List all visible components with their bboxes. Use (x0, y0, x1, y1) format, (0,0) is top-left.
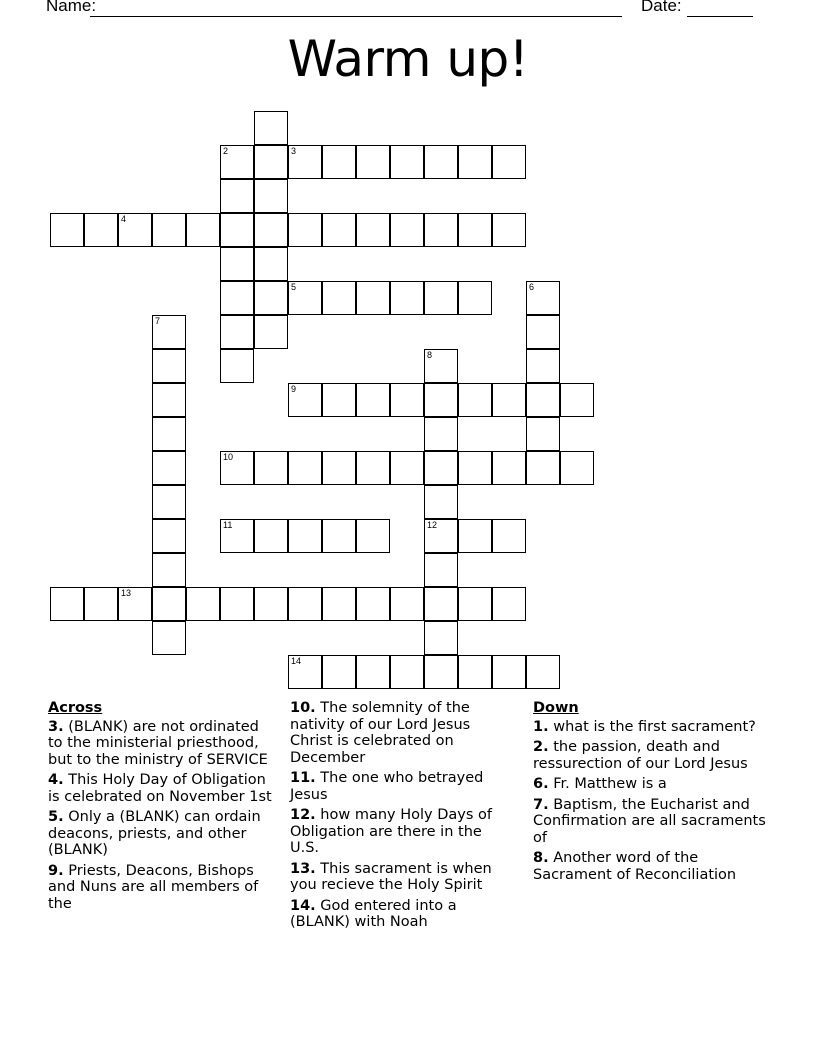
grid-cell[interactable] (288, 281, 322, 315)
clue-number-label: 12 (427, 520, 438, 530)
grid-cell[interactable] (390, 145, 424, 179)
clue-number-label: 14 (291, 656, 302, 666)
grid-cell[interactable] (492, 655, 526, 689)
clue-text: God entered into a (BLANK) with Noah (290, 897, 457, 930)
clue-down-6 (533, 776, 773, 793)
clue-number: 5. (48, 809, 64, 825)
grid-cell[interactable] (458, 213, 492, 247)
grid-cell[interactable] (254, 519, 288, 553)
clue-down-1 (533, 719, 773, 736)
clue-across-10 (290, 700, 515, 766)
grid-cell[interactable] (254, 179, 288, 213)
clue-number: 6. (533, 776, 549, 792)
clue-across-11 (290, 770, 515, 803)
grid-cell[interactable] (356, 213, 390, 247)
down-clues-column (533, 700, 773, 887)
clue-down-7 (533, 797, 773, 847)
grid-cell[interactable] (152, 485, 186, 519)
grid-cell[interactable] (220, 349, 254, 383)
grid-cell[interactable] (254, 451, 288, 485)
grid-cell[interactable] (424, 587, 458, 621)
grid-cell[interactable] (152, 553, 186, 587)
grid-cell[interactable] (424, 213, 458, 247)
grid-cell[interactable] (356, 587, 390, 621)
name-label: Name: (46, 0, 97, 15)
grid-cell[interactable] (390, 451, 424, 485)
grid-cell[interactable] (322, 213, 356, 247)
grid-cell[interactable] (254, 111, 288, 145)
grid-cell[interactable] (356, 451, 390, 485)
grid-cell[interactable] (492, 519, 526, 553)
grid-cell[interactable] (254, 247, 288, 281)
clue-number: 13. (290, 860, 316, 877)
grid-cell[interactable] (288, 451, 322, 485)
clue-text: This Holy Day of Obligation is celebrated on November 1st (48, 772, 272, 805)
grid-cell[interactable] (492, 451, 526, 485)
clue-text: Another word of the Sacrament of Reconciliation (533, 850, 737, 883)
clue-across-12 (290, 807, 515, 857)
clue-text: the passion, death and ressurection of our Lord Jesus (533, 739, 748, 772)
clue-number: 12. (290, 807, 316, 823)
clue-number: 3. (48, 718, 64, 735)
grid-cell[interactable] (288, 383, 322, 417)
grid-cell[interactable] (526, 451, 560, 485)
clue-number-label: 10 (223, 452, 234, 462)
grid-cell[interactable] (560, 383, 594, 417)
grid-cell[interactable] (254, 281, 288, 315)
across-clues-column-2 (290, 700, 515, 935)
grid-cell[interactable] (526, 383, 560, 417)
grid-cell[interactable] (424, 383, 458, 417)
clue-number: 2. (533, 739, 549, 755)
grid-cell[interactable] (322, 519, 356, 553)
grid-cell[interactable] (526, 349, 560, 383)
page-title: Warm up! (287, 30, 529, 88)
grid-cell[interactable] (152, 519, 186, 553)
grid-cell[interactable] (322, 281, 356, 315)
clue-number: 7. (533, 796, 549, 813)
clue-number: 8. (533, 850, 549, 866)
grid-cell[interactable] (220, 213, 254, 247)
grid-cell[interactable] (220, 247, 254, 281)
grid-cell[interactable] (288, 145, 322, 179)
grid-cell[interactable] (152, 587, 186, 621)
clue-number-label: 6 (529, 282, 535, 292)
grid-cell[interactable] (186, 213, 220, 247)
clue-text: This sacrament is when you recieve the Holy Spirit (290, 860, 492, 893)
clue-text: Only a (BLANK) can ordain deacons, priests, and other (BLANK) (48, 809, 261, 858)
grid-cell[interactable] (458, 587, 492, 621)
clue-across-14 (290, 898, 515, 931)
grid-cell[interactable] (424, 349, 458, 383)
grid-cell[interactable] (526, 655, 560, 689)
clue-across-9 (48, 863, 276, 913)
grid-cell[interactable] (254, 145, 288, 179)
grid-cell[interactable] (492, 587, 526, 621)
grid-cell[interactable] (152, 213, 186, 247)
grid-cell[interactable] (424, 621, 458, 655)
clue-number: 14. (290, 897, 316, 914)
clue-text: what is the first sacrament? (553, 718, 756, 735)
grid-cell[interactable] (322, 655, 356, 689)
grid-cell[interactable] (356, 383, 390, 417)
grid-cell[interactable] (492, 383, 526, 417)
across-clues-column-1 (48, 700, 276, 916)
grid-cell[interactable] (526, 315, 560, 349)
grid-cell[interactable] (424, 417, 458, 451)
grid-cell[interactable] (152, 315, 186, 349)
clue-number: 10. (290, 700, 316, 716)
down-heading: Down (533, 700, 579, 716)
clue-number: 1. (533, 718, 549, 735)
clue-text: Priests, Deacons, Bishops and Nuns are all members of the (48, 862, 259, 912)
clue-number-label: 7 (155, 316, 161, 326)
grid-cell[interactable] (424, 485, 458, 519)
grid-cell[interactable] (288, 213, 322, 247)
grid-cell[interactable] (152, 417, 186, 451)
grid-cell[interactable] (288, 655, 322, 689)
grid-cell[interactable] (560, 451, 594, 485)
grid-cell[interactable] (458, 519, 492, 553)
grid-cell[interactable] (152, 383, 186, 417)
clue-number: 4. (48, 772, 64, 788)
clue-number-label: 3 (291, 146, 297, 156)
grid-cell[interactable] (424, 553, 458, 587)
grid-cell[interactable] (526, 281, 560, 315)
grid-cell[interactable] (220, 281, 254, 315)
clue-number-label: 11 (223, 520, 233, 530)
clue-down-8 (533, 850, 773, 883)
grid-cell[interactable] (458, 451, 492, 485)
clue-text: The solemnity of the nativity of our Lord Jesus Christ is celebrated on December (290, 700, 471, 766)
grid-cell[interactable] (356, 281, 390, 315)
grid-cell[interactable] (288, 587, 322, 621)
grid-cell[interactable] (424, 145, 458, 179)
clue-number-label: 8 (427, 350, 433, 360)
grid-cell[interactable] (390, 281, 424, 315)
clue-text: Baptism, the Eucharist and Confirmation are all sacraments of (533, 796, 766, 846)
clue-number-label: 4 (121, 214, 127, 224)
grid-cell[interactable] (254, 213, 288, 247)
grid-cell[interactable] (254, 315, 288, 349)
grid-cell[interactable] (50, 587, 84, 621)
grid-cell[interactable] (526, 417, 560, 451)
grid-cell[interactable] (390, 383, 424, 417)
grid-cell[interactable] (390, 587, 424, 621)
date-label: Date: (641, 0, 682, 15)
grid-cell[interactable] (152, 349, 186, 383)
clue-number: 11. (290, 770, 316, 786)
grid-cell[interactable] (50, 213, 84, 247)
clue-number-label: 2 (223, 146, 229, 156)
grid-cell[interactable] (322, 145, 356, 179)
grid-cell[interactable] (492, 145, 526, 179)
clue-text: Fr. Matthew is a (553, 776, 667, 792)
grid-cell[interactable] (152, 451, 186, 485)
clue-number-label: 13 (121, 588, 132, 598)
grid-cell[interactable] (186, 587, 220, 621)
grid-cell[interactable] (390, 213, 424, 247)
grid-cell[interactable] (220, 145, 254, 179)
clue-text: (BLANK) are not ordinated to the ministerial priesthood, but to the ministry of SERVICE (48, 718, 268, 768)
clue-across-13 (290, 861, 515, 894)
clue-text: how many Holy Days of Obligation are there in the U.S. (290, 807, 492, 856)
grid-cell[interactable] (152, 621, 186, 655)
grid-cell[interactable] (458, 281, 492, 315)
clue-number-label: 9 (291, 384, 297, 394)
grid-cell[interactable] (118, 213, 152, 247)
clue-across-4 (48, 772, 276, 805)
grid-cell[interactable] (220, 587, 254, 621)
grid-cell[interactable] (220, 179, 254, 213)
grid-cell[interactable] (458, 655, 492, 689)
grid-cell[interactable] (220, 315, 254, 349)
grid-cell[interactable] (356, 519, 390, 553)
grid-cell[interactable] (118, 587, 152, 621)
grid-cell[interactable] (322, 451, 356, 485)
grid-cell[interactable] (220, 451, 254, 485)
grid-cell[interactable] (458, 383, 492, 417)
grid-cell[interactable] (288, 519, 322, 553)
grid-cell[interactable] (424, 451, 458, 485)
grid-cell[interactable] (424, 519, 458, 553)
grid-cell[interactable] (390, 655, 424, 689)
clue-across-5 (48, 809, 276, 859)
across-heading: Across (48, 700, 103, 716)
grid-cell[interactable] (220, 519, 254, 553)
grid-cell[interactable] (424, 281, 458, 315)
clue-down-2 (533, 739, 773, 772)
clue-across-3 (48, 719, 276, 769)
grid-cell[interactable] (322, 383, 356, 417)
grid-cell[interactable] (424, 655, 458, 689)
grid-cell[interactable] (84, 587, 118, 621)
grid-cell[interactable] (356, 655, 390, 689)
grid-cell[interactable] (458, 145, 492, 179)
grid-cell[interactable] (322, 587, 356, 621)
grid-cell[interactable] (492, 213, 526, 247)
clue-number: 9. (48, 862, 64, 879)
clue-text: The one who betrayed Jesus (290, 770, 484, 803)
grid-cell[interactable] (84, 213, 118, 247)
grid-cell[interactable] (356, 145, 390, 179)
clue-number-label: 5 (291, 282, 297, 292)
grid-cell[interactable] (254, 587, 288, 621)
